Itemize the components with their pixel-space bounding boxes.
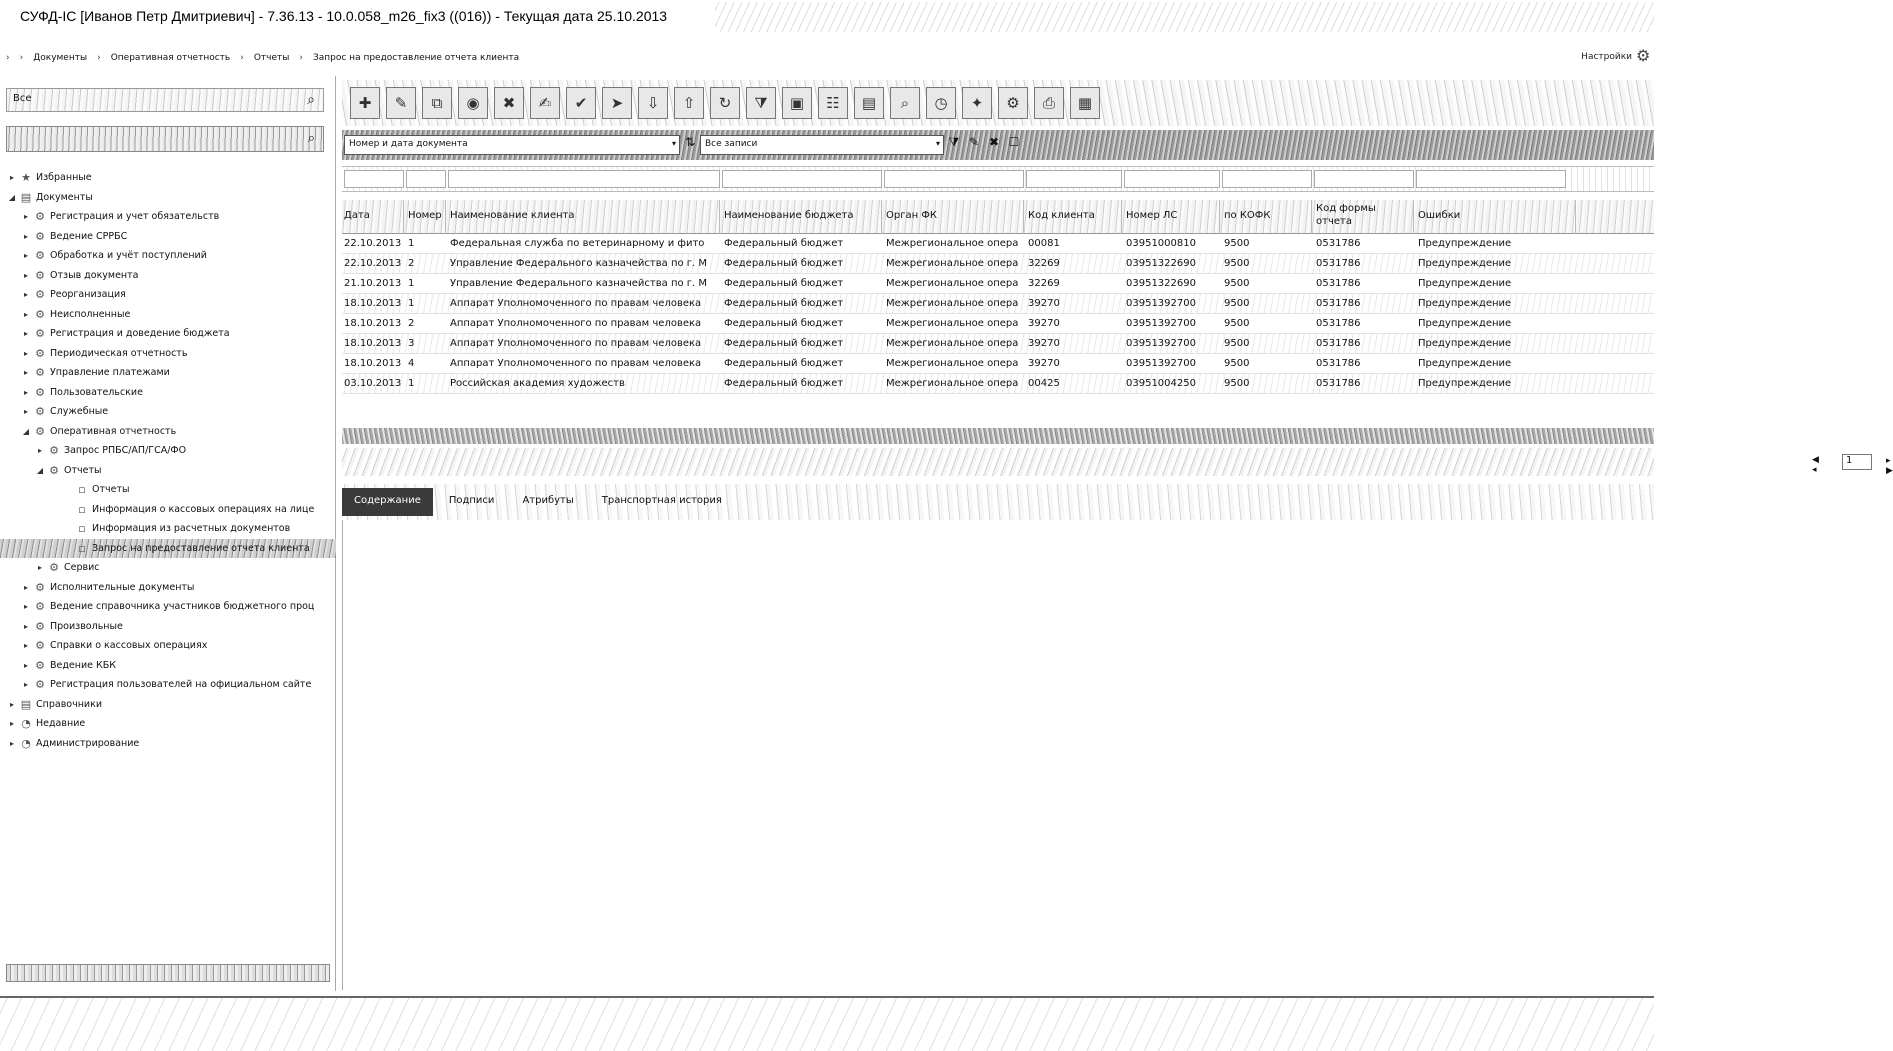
breadcrumb-item-reports[interactable]: Отчеты <box>253 53 290 63</box>
grid-horizontal-scrollbar[interactable] <box>342 428 1654 444</box>
table-row[interactable] <box>342 314 1654 334</box>
cell-budget-name: Федеральный бюджет <box>724 378 844 389</box>
settings-icon[interactable]: ⚙ <box>998 87 1028 119</box>
cell-budget-name: Федеральный бюджет <box>724 338 844 349</box>
cell-client-code: 39270 <box>1028 358 1060 369</box>
tree-item[interactable] <box>0 266 336 286</box>
tree-item[interactable] <box>0 441 336 461</box>
cell-budget-name: Федеральный бюджет <box>724 358 844 369</box>
cell-errors: Предупреждение <box>1418 338 1512 349</box>
expand-arrow-icon[interactable]: ▸ <box>23 231 28 241</box>
table-row[interactable] <box>342 294 1654 314</box>
chevron-down-icon: ▾ <box>935 139 940 148</box>
chevron-right-icon: › <box>97 53 101 63</box>
cell-client-name: Российская академия художеств <box>450 378 625 389</box>
cell-number: 3 <box>408 338 415 349</box>
expand-arrow-icon[interactable]: ▸ <box>23 251 28 260</box>
cell-client-name: Аппарат Уполномоченного по правам человека <box>450 338 702 349</box>
tree-item-label: Избранные <box>36 172 92 183</box>
filter-budget-input[interactable] <box>722 170 882 188</box>
tree-item[interactable] <box>0 188 336 208</box>
tree-item-label: Отчеты <box>64 464 102 476</box>
folder-icon: ▤ <box>20 697 32 711</box>
tree-item[interactable] <box>0 207 336 227</box>
tree-item[interactable] <box>0 695 336 715</box>
tree-item-label: Произвольные <box>50 620 123 632</box>
edit-icon[interactable]: ✎ <box>386 87 416 119</box>
tree-item-label: Пользовательские <box>50 386 143 398</box>
cell-kofk-code: 9500 <box>1224 278 1250 289</box>
cell-date: 18.10.2013 <box>344 358 402 369</box>
cell-client-code: 39270 <box>1028 318 1060 329</box>
tree-item[interactable] <box>0 636 336 656</box>
tree-item-label: Справочники <box>36 698 103 710</box>
tree-item-label: Сервис <box>64 562 100 573</box>
document-icon[interactable]: ▤ <box>854 87 884 119</box>
cell-fk-organ: Межрегиональное опера <box>886 278 1019 289</box>
expand-arrow-icon[interactable]: ▸ <box>23 602 28 611</box>
search-icon[interactable]: ⌕ <box>307 92 315 108</box>
folder-icon: ★ <box>21 171 31 184</box>
expand-arrow-icon[interactable]: ◢ <box>36 465 44 475</box>
cell-client-name: Управление Федерального казначейства по г. М <box>450 258 708 269</box>
cell-client-code: 32269 <box>1028 258 1060 269</box>
tree-item-label: Обработка и учёт поступлений <box>50 250 207 261</box>
column-filter-row <box>342 166 1654 192</box>
tree-search-field[interactable] <box>6 88 324 112</box>
tree-item-label: Неисполненные <box>50 308 131 320</box>
cell-account-number: 03951392700 <box>1126 318 1196 329</box>
cell-number: 2 <box>408 258 415 269</box>
folder-icon: ▤ <box>20 190 32 204</box>
folder-icon: ◔ <box>21 736 31 750</box>
expand-arrow-icon[interactable]: ▸ <box>23 621 28 631</box>
attach-icon[interactable]: ✦ <box>962 87 992 119</box>
grid-body <box>342 234 1654 394</box>
apply-filter-icon[interactable]: ⧩ <box>948 135 960 149</box>
filter-errors-input[interactable] <box>1416 170 1566 188</box>
expand-arrow-icon[interactable]: ▸ <box>23 348 28 358</box>
tree-item[interactable] <box>0 227 336 247</box>
cell-budget-name: Федеральный бюджет <box>724 278 844 289</box>
cell-form-code: 0531786 <box>1316 378 1361 389</box>
tab-signatures[interactable]: Подписи <box>448 495 495 506</box>
cell-form-code: 0531786 <box>1316 258 1361 269</box>
expand-arrow-icon[interactable]: ▸ <box>37 563 42 572</box>
tree-item-label: Запрос РПБС/АП/ГСА/ФО <box>64 445 187 456</box>
column-header-client-name[interactable]: Наименование клиента <box>448 200 720 234</box>
records-filter-select[interactable] <box>700 135 944 155</box>
table-row[interactable] <box>342 374 1654 394</box>
breadcrumb-item-documents[interactable]: Документы <box>33 53 88 63</box>
tree-item-label: Регистрация и доведение бюджета <box>50 328 230 339</box>
cell-kofk-code: 9500 <box>1224 318 1250 329</box>
cell-date: 03.10.2013 <box>344 378 402 389</box>
folder-icon: ⚙ <box>49 444 59 457</box>
expand-arrow-icon[interactable]: ▸ <box>23 660 28 670</box>
cell-form-code: 0531786 <box>1316 358 1361 369</box>
sort-order-value: Номер и дата документа <box>349 139 468 149</box>
history-icon[interactable]: ◷ <box>926 87 956 119</box>
tree-item[interactable] <box>0 344 336 364</box>
cell-fk-organ: Межрегиональное опера <box>886 378 1019 389</box>
tree-item[interactable] <box>0 539 336 559</box>
column-header-kofk-code[interactable]: по КОФК <box>1222 200 1312 234</box>
cell-kofk-code: 9500 <box>1224 358 1250 369</box>
breadcrumb-item-operative-reporting[interactable]: Оперативная отчетность <box>110 53 231 63</box>
tree-item[interactable] <box>0 324 336 344</box>
column-header-fk-organ[interactable]: Орган ФК <box>884 200 1024 234</box>
cell-fk-organ: Межрегиональное опера <box>886 338 1019 349</box>
window-title: СУФД-IC [Иванов Петр Дмитриевич] - 7.36.13 - 10.0.058_m26_fix3 ((016)) - Текущая дата 25.10.2013 <box>20 8 668 24</box>
cell-fk-organ: Межрегиональное опера <box>886 298 1019 309</box>
tree-item[interactable] <box>0 675 336 695</box>
cell-fk-organ: Межрегиональное опера <box>886 318 1019 329</box>
breadcrumb <box>0 46 1654 70</box>
tree-item[interactable] <box>0 597 336 617</box>
import-icon[interactable]: ⇩ <box>638 87 668 119</box>
cell-errors: Предупреждение <box>1418 358 1512 369</box>
column-header-account-number[interactable]: Номер ЛС <box>1124 200 1220 234</box>
cell-kofk-code: 9500 <box>1224 298 1250 309</box>
detail-tabs <box>342 484 1654 520</box>
sign-icon[interactable]: ✍ <box>530 87 560 119</box>
expand-arrow-icon[interactable]: ▸ <box>23 407 28 416</box>
cell-errors: Предупреждение <box>1418 278 1512 289</box>
filter-icon[interactable]: ⧩ <box>746 87 776 119</box>
tree-item-label: Исполнительные документы <box>50 581 195 593</box>
expand-arrow-icon[interactable]: ◢ <box>22 426 30 436</box>
filter-number-input[interactable] <box>406 170 446 188</box>
folder-icon: ⚙ <box>35 346 45 360</box>
folder-icon: ⚙ <box>35 249 45 262</box>
tree-item-label: Недавние <box>36 718 86 729</box>
cell-form-code: 0531786 <box>1316 298 1361 309</box>
folder-icon: ⚙ <box>35 210 45 223</box>
expand-arrow-icon[interactable]: ▸ <box>9 173 14 182</box>
tree-item[interactable] <box>0 422 336 442</box>
cell-form-code: 0531786 <box>1316 238 1361 249</box>
cell-client-code: 00081 <box>1028 238 1060 249</box>
column-header-budget-name[interactable]: Наименование бюджета <box>722 200 882 234</box>
cell-client-name: Аппарат Уполномоченного по правам человека <box>450 318 702 329</box>
cell-account-number: 03951000810 <box>1126 238 1196 249</box>
tab-attributes[interactable]: Атрибуты <box>522 495 574 506</box>
document-toolbar <box>342 80 1654 126</box>
cell-budget-name: Федеральный бюджет <box>724 258 844 269</box>
expand-arrow-icon[interactable]: ▸ <box>23 582 28 592</box>
folder-icon: ⚙ <box>35 639 45 652</box>
tree-item[interactable] <box>0 402 336 422</box>
folder-icon: ⚙ <box>35 327 45 340</box>
table-row[interactable] <box>342 274 1654 294</box>
cell-kofk-code: 9500 <box>1224 238 1250 249</box>
expand-arrow-icon[interactable]: ▸ <box>23 387 28 397</box>
tree-view-icon[interactable]: ☷ <box>818 87 848 119</box>
expand-arrow-icon[interactable]: ▸ <box>9 738 14 748</box>
breadcrumb-home-icon[interactable]: › <box>6 53 10 63</box>
column-header-date[interactable]: Дата <box>342 200 404 234</box>
status-bar <box>0 996 1654 1051</box>
folder-icon: ▫ <box>78 522 86 535</box>
tree-item[interactable] <box>0 461 336 481</box>
tab-content-area <box>342 520 1654 990</box>
folder-icon: ⚙ <box>35 405 45 418</box>
filter-kofk-input[interactable] <box>1222 170 1312 188</box>
expand-arrow-icon[interactable]: ▸ <box>37 446 42 455</box>
column-header-number[interactable]: Номер <box>406 200 446 234</box>
grid-header <box>342 200 1654 234</box>
cell-date: 21.10.2013 <box>344 278 402 289</box>
tree-item-label: Регистрация пользователей на официальном сайте <box>50 679 312 690</box>
documents-grid <box>342 200 1654 394</box>
tree-item[interactable] <box>0 558 336 578</box>
column-header-errors[interactable]: Ошибки <box>1416 200 1576 234</box>
cell-account-number: 03951322690 <box>1126 278 1196 289</box>
folder-icon: ⚙ <box>35 268 45 282</box>
cell-kofk-code: 9500 <box>1224 258 1250 269</box>
folder-icon: ▫ <box>78 541 86 555</box>
next-page-icon[interactable]: ▸ ▶ <box>1886 456 1893 476</box>
clear-filter-icon[interactable]: ✖ <box>988 135 1000 149</box>
tree-item-label: Ведение СРРБС <box>50 230 128 242</box>
expand-arrow-icon[interactable]: ▸ <box>23 309 28 319</box>
cell-client-name: Аппарат Уполномоченного по правам человека <box>450 358 702 369</box>
tree-item[interactable] <box>0 519 336 539</box>
column-header-client-code[interactable]: Код клиента <box>1026 200 1122 234</box>
tree-item[interactable] <box>0 480 336 500</box>
tree-item[interactable] <box>0 500 336 520</box>
cell-date: 22.10.2013 <box>344 258 402 269</box>
delete-icon[interactable]: ✖ <box>494 87 524 119</box>
cell-fk-organ: Межрегиональное опера <box>886 358 1019 369</box>
navigation-panel <box>0 76 336 991</box>
cell-fk-organ: Межрегиональное опера <box>886 258 1019 269</box>
cell-client-code: 39270 <box>1028 338 1060 349</box>
filter-bar <box>342 130 1654 160</box>
folder-icon: ⚙ <box>35 658 45 672</box>
cell-budget-name: Федеральный бюджет <box>724 318 844 329</box>
folder-icon: ⚙ <box>35 580 45 594</box>
cell-account-number: 03951392700 <box>1126 358 1196 369</box>
tree-item[interactable] <box>0 617 336 637</box>
pager <box>342 448 1893 476</box>
tree-item-label: Периодическая отчетность <box>50 347 188 359</box>
cell-budget-name: Федеральный бюджет <box>724 298 844 309</box>
folder-icon: ▫ <box>78 502 86 516</box>
tree-item[interactable] <box>0 578 336 598</box>
cell-client-name: Федеральная служба по ветеринарному и фито <box>450 238 705 249</box>
cell-client-code: 39270 <box>1028 298 1060 309</box>
folder-icon: ▫ <box>78 483 86 496</box>
chevron-right-icon: › <box>240 53 244 63</box>
filter-checkbox-icon[interactable]: ☐ <box>1008 135 1020 149</box>
cell-client-code: 00425 <box>1028 378 1060 389</box>
cell-date: 18.10.2013 <box>344 318 402 329</box>
cell-errors: Предупреждение <box>1418 238 1512 249</box>
sort-direction-icon[interactable]: ⇅ <box>684 135 696 149</box>
tree-item-label: Администрирование <box>36 737 140 749</box>
tree-item-label: Ведение справочника участников бюджетного проц <box>50 601 315 612</box>
expand-arrow-icon[interactable]: ▸ <box>23 368 28 377</box>
tree-item-label: Отзыв документа <box>50 269 139 281</box>
tab-content[interactable]: Содержание <box>342 488 433 516</box>
tree-item-label: Управление платежами <box>50 367 170 378</box>
tree-item[interactable] <box>0 246 336 266</box>
tree-search-value: Все <box>13 93 32 104</box>
cell-form-code: 0531786 <box>1316 278 1361 289</box>
folder-icon: ⚙ <box>35 229 45 243</box>
cell-date: 18.10.2013 <box>344 338 402 349</box>
previous-page-icon[interactable]: ◀ ◂ <box>1812 455 1819 475</box>
title-bar-noise <box>715 2 1654 32</box>
folder-icon: ⚙ <box>35 600 45 613</box>
filter-form-code-input[interactable] <box>1314 170 1414 188</box>
edit-filter-icon[interactable]: ✎ <box>968 135 980 149</box>
check-icon[interactable]: ✔ <box>566 87 596 119</box>
tree-item-label: Справки о кассовых операциях <box>50 640 208 651</box>
gear-icon[interactable]: ⚙ <box>1636 46 1651 65</box>
chevron-right-icon: › <box>19 53 24 63</box>
table-row[interactable] <box>342 334 1654 354</box>
tree-item[interactable] <box>0 168 336 188</box>
cell-account-number: 03951322690 <box>1126 258 1196 269</box>
tree-item-label: Документы <box>36 191 93 203</box>
tree-item-label: Ведение КБК <box>50 659 117 671</box>
tree-item-label: Регистрация и учет обязательств <box>50 211 220 222</box>
cell-number: 1 <box>408 378 415 389</box>
folder-icon: ⚙ <box>35 385 45 399</box>
tree-item[interactable] <box>0 363 336 383</box>
column-header-form-code[interactable]: Код формы отчета <box>1314 200 1414 234</box>
folder-icon: ⚙ <box>35 424 45 438</box>
tree-item[interactable] <box>0 656 336 676</box>
cell-number: 2 <box>408 318 415 329</box>
filter-fk-input[interactable] <box>884 170 1024 188</box>
cell-errors: Предупреждение <box>1418 378 1512 389</box>
cell-account-number: 03951004250 <box>1126 378 1196 389</box>
tree-item[interactable] <box>0 305 336 325</box>
cell-account-number: 03951392700 <box>1126 298 1196 309</box>
cell-number: 4 <box>408 358 415 369</box>
export-icon[interactable]: ⇧ <box>674 87 704 119</box>
expand-arrow-icon[interactable]: ▸ <box>23 212 28 221</box>
expand-arrow-icon[interactable]: ▸ <box>23 680 28 689</box>
filter-client-input[interactable] <box>448 170 720 188</box>
cell-errors: Предупреждение <box>1418 318 1512 329</box>
records-filter-value: Все записи <box>705 139 758 149</box>
tree-item-label: Реорганизация <box>50 289 126 300</box>
cell-errors: Предупреждение <box>1418 298 1512 309</box>
folder-icon: ⚙ <box>35 307 45 321</box>
cell-client-name: Управление Федерального казначейства по г. М <box>450 278 708 289</box>
tree-filter-field[interactable] <box>6 126 324 152</box>
cell-budget-name: Федеральный бюджет <box>724 238 844 249</box>
tree-horizontal-scrollbar[interactable] <box>6 964 330 982</box>
copy-icon[interactable]: ⧉ <box>422 87 452 119</box>
tree-item[interactable] <box>0 734 336 754</box>
filter-date-input[interactable] <box>344 170 404 188</box>
tree-item-label: Информация из расчетных документов <box>92 523 291 534</box>
cell-date: 22.10.2013 <box>344 238 402 249</box>
expand-arrow-icon[interactable]: ▸ <box>9 699 14 709</box>
filter-client-code-input[interactable] <box>1026 170 1122 188</box>
cell-form-code: 0531786 <box>1316 338 1361 349</box>
cell-kofk-code: 9500 <box>1224 378 1250 389</box>
tree-item[interactable] <box>0 383 336 403</box>
tree-item-label: Отчеты <box>92 484 130 495</box>
print-icon[interactable]: ⎙ <box>1034 87 1064 119</box>
sort-order-select[interactable] <box>344 135 680 155</box>
refresh-icon[interactable]: ↻ <box>710 87 740 119</box>
view-icon[interactable]: ◉ <box>458 87 488 119</box>
tree-item-label: Служебные <box>50 406 109 417</box>
folder-icon: ⚙ <box>49 463 59 477</box>
cell-number: 1 <box>408 278 415 289</box>
table-row[interactable] <box>342 234 1654 254</box>
breadcrumb-item-current[interactable]: Запрос на предоставление отчета клиента <box>312 53 520 63</box>
tree-item[interactable] <box>0 714 336 734</box>
archive-icon[interactable]: ▣ <box>782 87 812 119</box>
folder-icon: ◔ <box>21 717 31 730</box>
page-number-input[interactable]: 1 <box>1842 454 1872 470</box>
settings-link[interactable]: Настройки <box>1581 52 1632 62</box>
chevron-down-icon: ▾ <box>671 139 676 148</box>
search-icon[interactable]: ⌕ <box>307 131 315 146</box>
expand-arrow-icon[interactable]: ▸ <box>23 270 28 280</box>
expand-arrow-icon[interactable]: ▸ <box>23 329 28 338</box>
report-icon[interactable]: ▦ <box>1070 87 1100 119</box>
tab-transport-history[interactable]: Транспортная история <box>601 495 722 506</box>
expand-arrow-icon[interactable]: ◢ <box>8 192 16 202</box>
window-title-bar <box>0 0 1654 34</box>
expand-arrow-icon[interactable]: ▸ <box>23 641 28 650</box>
cell-date: 18.10.2013 <box>344 298 402 309</box>
cell-number: 1 <box>408 298 415 309</box>
tree-item-label: Запрос на предоставление отчета клиента <box>92 542 310 554</box>
cell-client-name: Аппарат Уполномоченного по правам человека <box>450 298 702 309</box>
folder-icon: ⚙ <box>49 561 59 574</box>
folder-icon: ⚙ <box>35 366 45 379</box>
folder-icon: ⚙ <box>35 678 45 691</box>
create-icon[interactable]: ✚ <box>350 87 380 119</box>
cell-kofk-code: 9500 <box>1224 338 1250 349</box>
search-document-icon[interactable]: ⌕ <box>890 87 920 119</box>
table-row[interactable] <box>342 254 1654 274</box>
expand-arrow-icon[interactable]: ▸ <box>9 719 14 728</box>
filter-account-input[interactable] <box>1124 170 1220 188</box>
tree-item-label: Оперативная отчетность <box>50 425 177 437</box>
folder-icon: ⚙ <box>35 619 45 633</box>
cell-client-code: 32269 <box>1028 278 1060 289</box>
chevron-right-icon: › <box>299 53 303 63</box>
tree-item[interactable] <box>0 285 336 305</box>
cell-fk-organ: Межрегиональное опера <box>886 238 1019 249</box>
expand-arrow-icon[interactable]: ▸ <box>23 290 28 299</box>
folder-icon: ⚙ <box>35 288 45 301</box>
send-icon[interactable]: ➤ <box>602 87 632 119</box>
cell-account-number: 03951392700 <box>1126 338 1196 349</box>
cell-form-code: 0531786 <box>1316 318 1361 329</box>
tree-item-label: Информация о кассовых операциях на лице <box>92 503 315 515</box>
cell-errors: Предупреждение <box>1418 258 1512 269</box>
cell-number: 1 <box>408 238 415 249</box>
navigation-tree <box>0 168 336 753</box>
table-row[interactable] <box>342 354 1654 374</box>
